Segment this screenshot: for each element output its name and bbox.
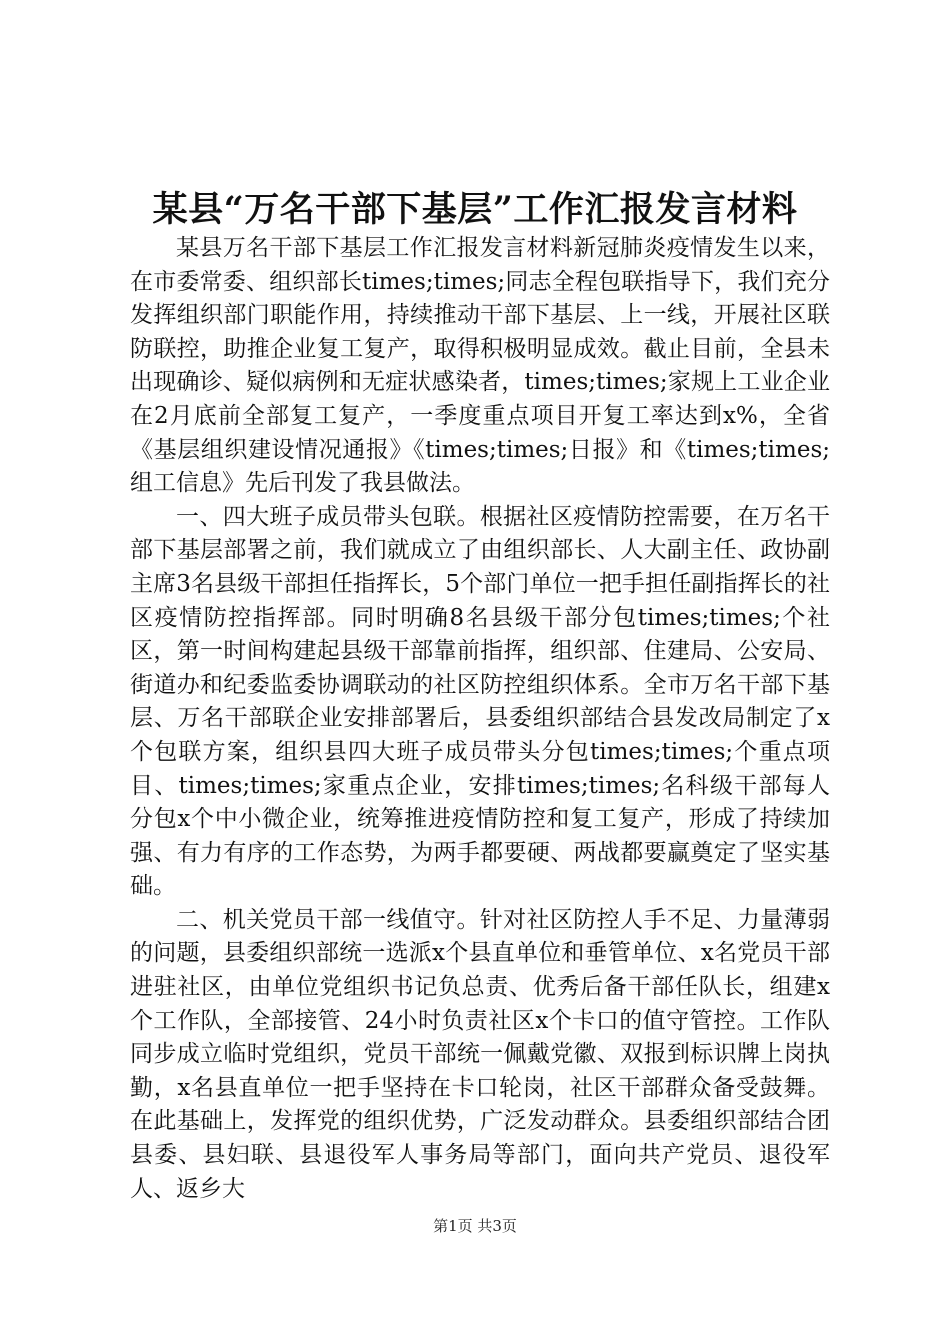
paragraph-intro: 某县万名干部下基层工作汇报发言材料新冠肺炎疫情发生以来，在市委常委、组织部长times;times;同志全程包联指导下，我们充分发挥组织部门职能作用，持续推动干部下基层、上一线，开展社区联防联控，助推企业复工复产，取得积极明显成效。截止目前，全县未出现确诊、疑似病例和无症状感染者，times;times;家规上工业企业在2月底前全部复工复产，一季度重点项目开复工率达到x%，全省《基层组织建设情况通报》《times;times;日报》和《times;times;组工信息》先后刊发了我县做法。	[130, 235, 830, 497]
paragraph-section-two: 二、机关党员干部一线值守。针对社区防控人手不足、力量薄弱的问题，县委组织部统一选派x个县直单位和垂管单位、x名党员干部进驻社区，由单位党组织书记负总责、优秀后备干部任队长，组建x个工作队，全部接管、24小时负责社区x个卡口的值守管控。工作队同步成立临时党组织，党员干部统一佩戴党徽、双报到标识牌上岗执勤，x名县直单位一把手坚持在卡口轮岗，社区干部群众备受鼓舞。在此基础上，发挥党的组织优势，广泛发动群众。县委组织部结合团县委、县妇联、县退役军人事务局等部门，面向共产党员、退役军人、返乡大	[130, 906, 830, 1202]
paragraph-section-one: 一、四大班子成员带头包联。根据社区疫情防控需要，在万名干部下基层部署之前，我们就成立了由组织部长、人大副主任、政协副主席3名县级干部担任指挥长，5个部门单位一把手担任副指挥长的社区疫情防控指挥部。同时明确8名县级干部分包times;times;个社区，第一时间构建起县级干部靠前指挥，组织部、住建局、公安局、街道办和纪委监委协调联动的社区防控组织体系。全市万名干部下基层、万名干部联企业安排部署后，县委组织部结合县发改局制定了x个包联方案，组织县四大班子成员带头分包times;times;个重点项目、times;times;家重点企业，安排times;times;名科级干部每人分包x个中小微企业，统筹推进疫情防控和复工复产，形成了持续加强、有力有序的工作态势，为两手都要硬、两战都要赢奠定了坚实基础。	[130, 503, 830, 900]
document-body	[130, 232, 830, 1206]
document-title: 某县“万名干部下基层”工作汇报发言材料	[152, 189, 798, 230]
page-footer: 第1页 共3页	[433, 1217, 517, 1235]
